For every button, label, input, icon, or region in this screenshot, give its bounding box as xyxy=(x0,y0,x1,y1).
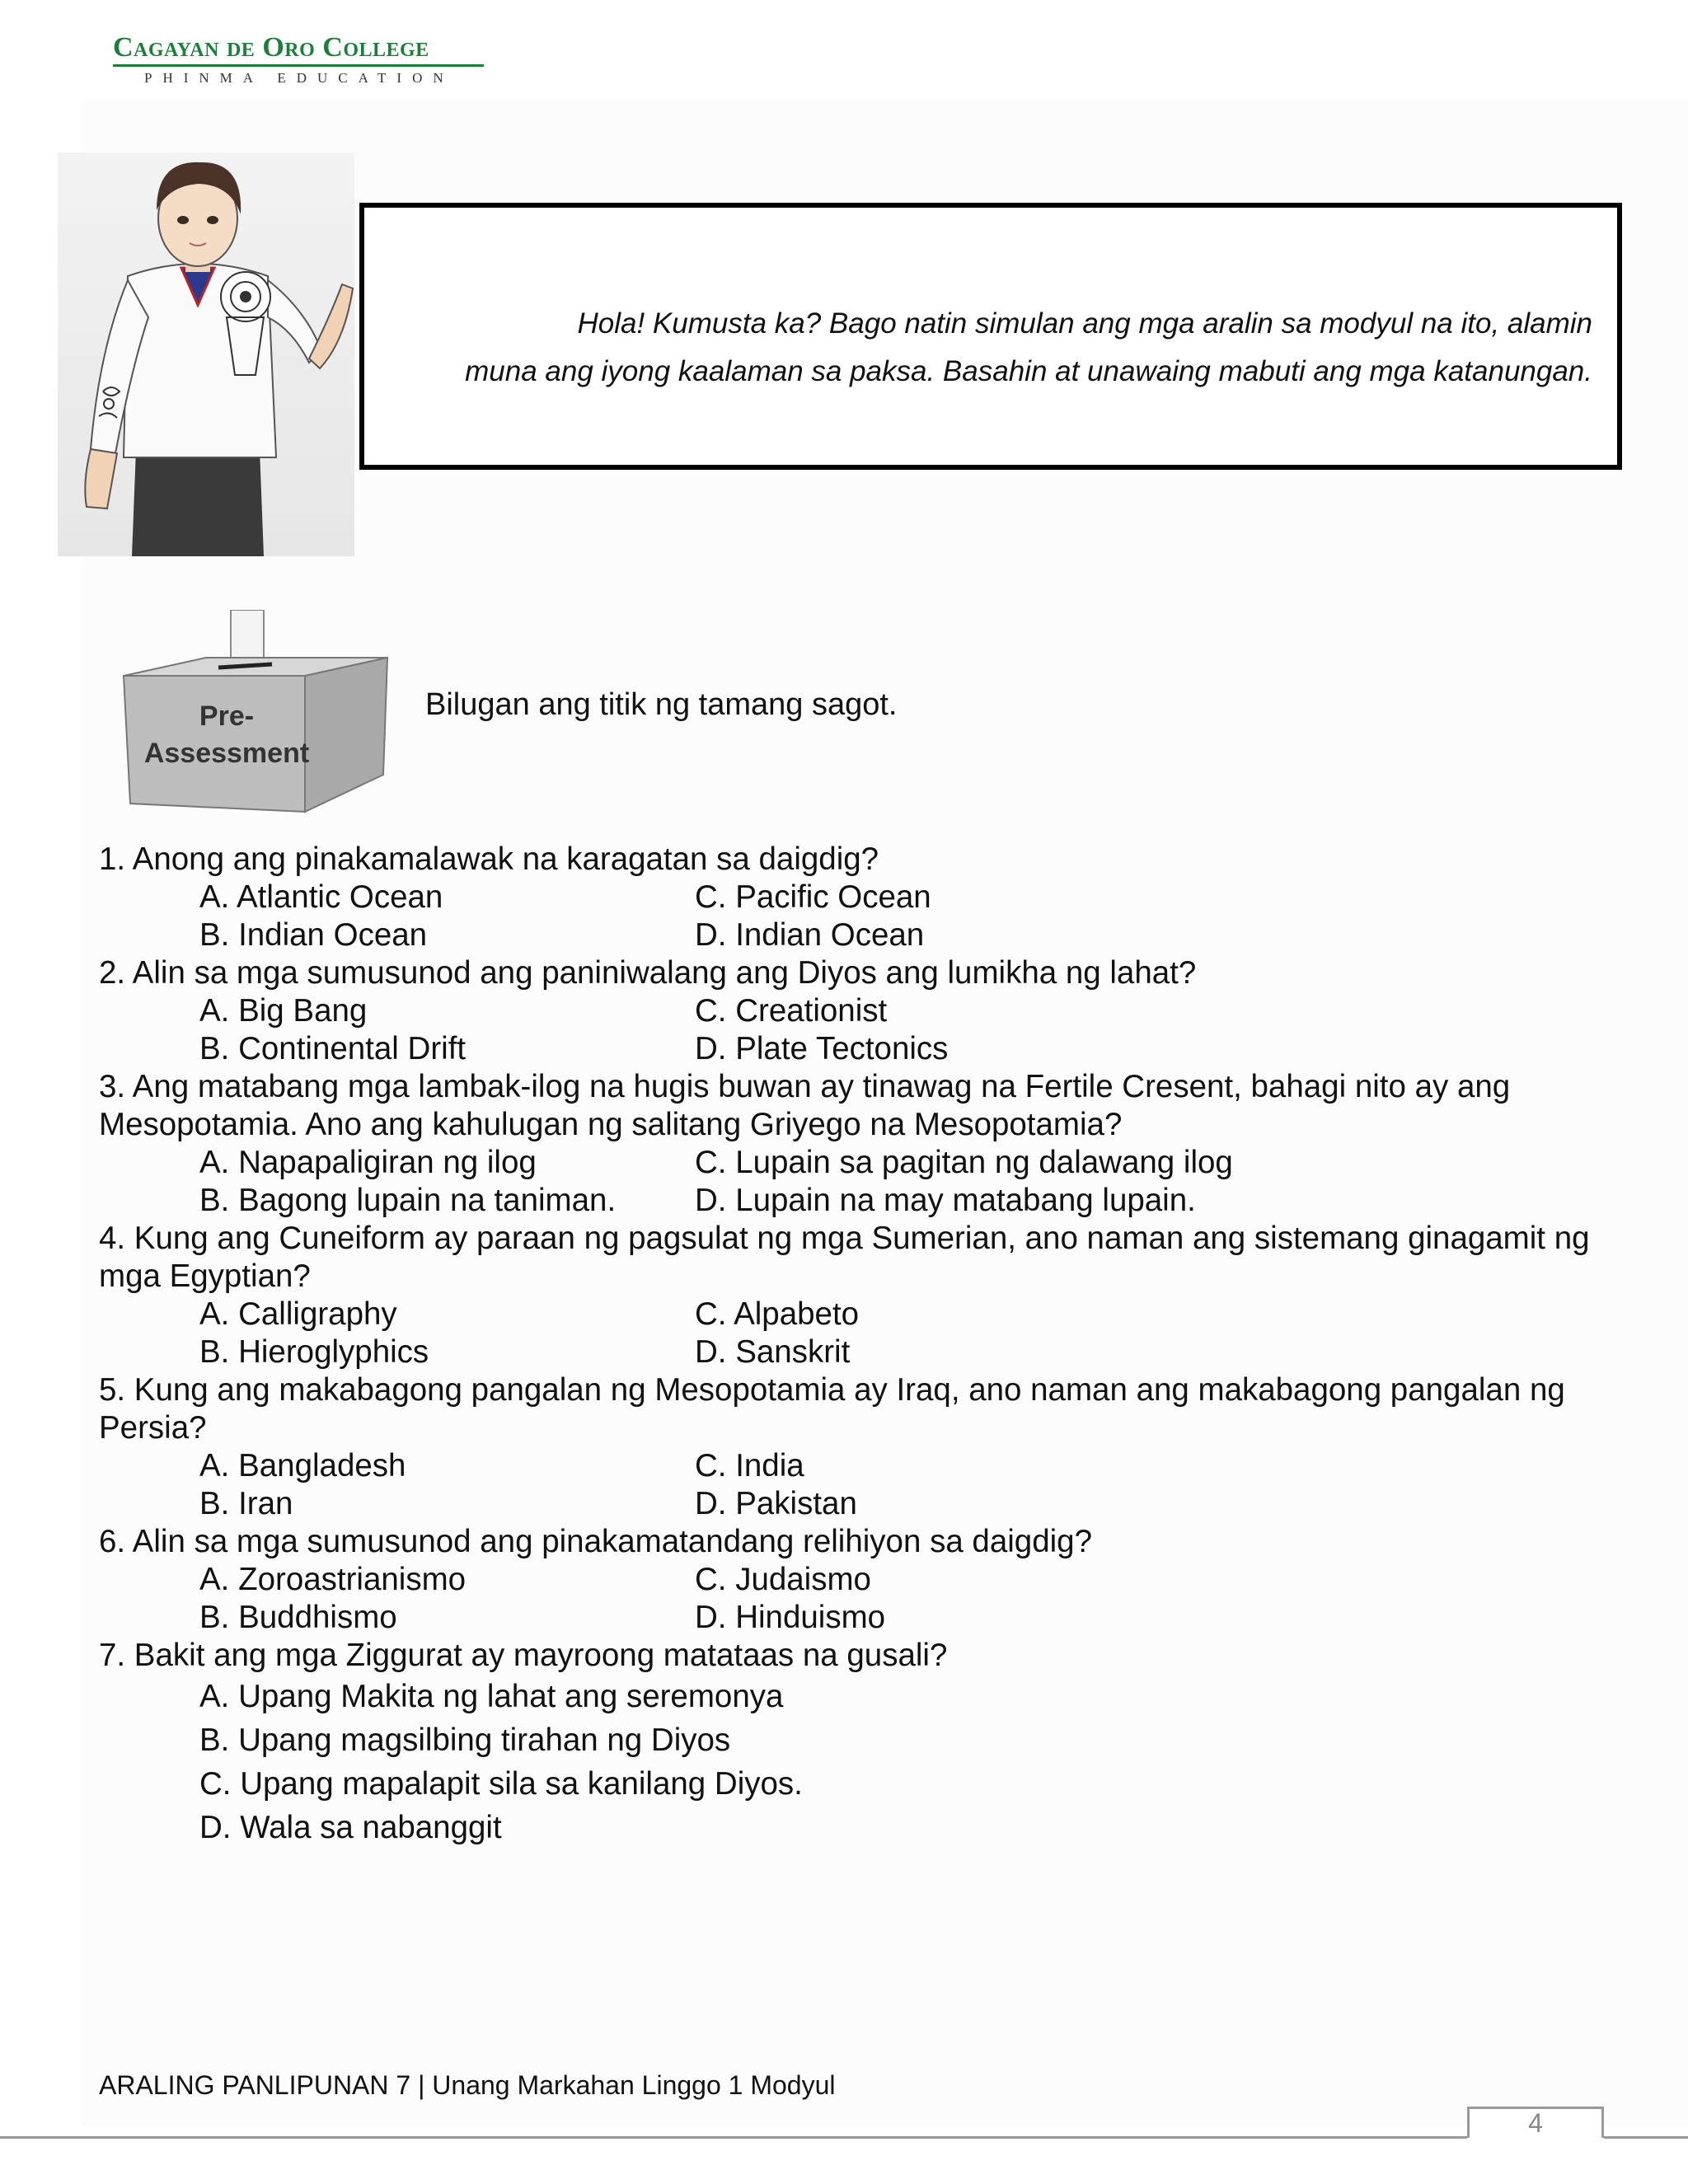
question-item xyxy=(99,954,1607,1068)
page-number: 4 xyxy=(1528,2108,1543,2138)
choice-a[interactable]: A. Atlantic Ocean xyxy=(199,879,443,915)
choice-b[interactable]: B. Hieroglyphics xyxy=(199,1334,429,1370)
question-item xyxy=(99,1220,1607,1371)
choice-d[interactable]: D. Lupain na may matabang lupain. xyxy=(695,1183,1196,1218)
choice-c[interactable]: C. Upang mapalapit sila sa kanilang Diyos. xyxy=(199,1766,803,1802)
choice-c[interactable]: C. Pacific Ocean xyxy=(695,879,931,915)
footer-text: ARALING PANLIPUNAN 7 | Unang Markahan Linggo 1 Modyul xyxy=(99,2070,836,2100)
choice-d[interactable]: D. Sanskrit xyxy=(695,1334,851,1370)
choice-d[interactable]: D. Wala sa nabanggit xyxy=(199,1810,502,1845)
choice-d[interactable]: D. Plate Tectonics xyxy=(695,1031,949,1066)
question-text: 2. Alin sa mga sumusunod ang paniniwalang ang Diyos ang lumikha ng lahat? xyxy=(99,955,1197,991)
choice-b[interactable]: B. Upang magsilbing tirahan ng Diyos xyxy=(199,1722,731,1758)
footer-divider-right xyxy=(1604,2136,1688,2139)
footer-divider xyxy=(0,2136,1467,2139)
question-text: 5. Kung ang makabagong pangalan ng Mesopotamia ay Iraq, ano naman ang makabagong pangalan ng Persia? xyxy=(99,1372,1565,1446)
question-item xyxy=(99,841,1607,954)
question-item xyxy=(99,1523,1607,1637)
greeting-text xyxy=(410,300,1592,396)
college-name: Cagayan de Oro College xyxy=(113,31,484,67)
question-text: 4. Kung ang Cuneiform ay paraan ng pagsulat ng mga Sumerian, ano naman ang sistemang ginagamit ng mga Egyptian? xyxy=(99,1221,1590,1294)
choice-a[interactable]: A. Zoroastrianismo xyxy=(199,1562,467,1597)
question-item xyxy=(99,1637,1607,1849)
choice-c[interactable]: C. Judaismo xyxy=(695,1562,871,1597)
greeting-line-2: muna ang iyong kaalaman sa paksa. Basahin at unawaing mabuti ang mga katanungan. xyxy=(465,355,1592,387)
choice-c[interactable]: C. India xyxy=(695,1448,804,1483)
greeting-box xyxy=(359,203,1622,470)
choice-b[interactable]: B. Indian Ocean xyxy=(199,917,428,953)
choice-a[interactable]: A. Bangladesh xyxy=(199,1448,406,1483)
choice-b[interactable]: B. Buddhismo xyxy=(199,1600,397,1635)
ballot-label-line-1: Pre- xyxy=(199,701,255,732)
instruction-text: Bilugan ang titik ng tamang sagot. xyxy=(425,687,898,722)
question-text: 1. Anong ang pinakamalawak na karagatan sa daigdig? xyxy=(99,841,879,877)
greeting-line-1: Hola! Kumusta ka? Bago natin simulan ang mga aralin sa modyul na ito, alamin xyxy=(577,307,1592,340)
question-text: 3. Ang matabang mga lambak-ilog na hugis buwan ay tinawag na Fertile Cresent, bahagi nito ay ang Mesopotamia. Ano ang kahulugan ng salitang Griyego na Mesopotamia? xyxy=(99,1069,1511,1142)
choice-d[interactable]: D. Pakistan xyxy=(695,1486,857,1521)
choice-c[interactable]: C. Alpabeto xyxy=(695,1296,860,1332)
choice-d[interactable]: D. Hinduismo xyxy=(695,1600,886,1635)
choice-a[interactable]: A. Upang Makita ng lahat ang seremonya xyxy=(199,1679,784,1714)
ballot-label-line-2: Assessment xyxy=(143,738,310,769)
choice-b[interactable]: B. Continental Drift xyxy=(199,1031,467,1066)
choice-c[interactable]: C. Lupain sa pagitan ng dalawang ilog xyxy=(695,1145,1233,1180)
college-subtitle: PHINMA EDUCATION xyxy=(144,70,454,86)
choice-b[interactable]: B. Iran xyxy=(199,1486,293,1521)
choice-c[interactable]: C. Creationist xyxy=(695,993,888,1029)
student-character-illustration xyxy=(58,152,354,556)
question-text: 6. Alin sa mga sumusunod ang pinakamatandang relihiyon sa daigdig? xyxy=(99,1524,1093,1559)
question-item xyxy=(99,1068,1607,1220)
question-text: 7. Bakit ang mga Ziggurat ay mayroong matataas na gusali? xyxy=(99,1638,948,1673)
college-logo xyxy=(113,31,484,87)
choice-a[interactable]: A. Big Bang xyxy=(199,993,368,1029)
choice-b[interactable]: B. Bagong lupain na taniman. xyxy=(199,1183,617,1218)
question-item xyxy=(99,1371,1607,1523)
question-list xyxy=(99,841,1607,1849)
pre-assessment-ballot-box-icon xyxy=(115,610,420,816)
choice-a[interactable]: A. Calligraphy xyxy=(199,1296,397,1332)
choice-d[interactable]: D. Indian Ocean xyxy=(695,917,925,953)
choice-a[interactable]: A. Napapaligiran ng ilog xyxy=(199,1145,537,1180)
